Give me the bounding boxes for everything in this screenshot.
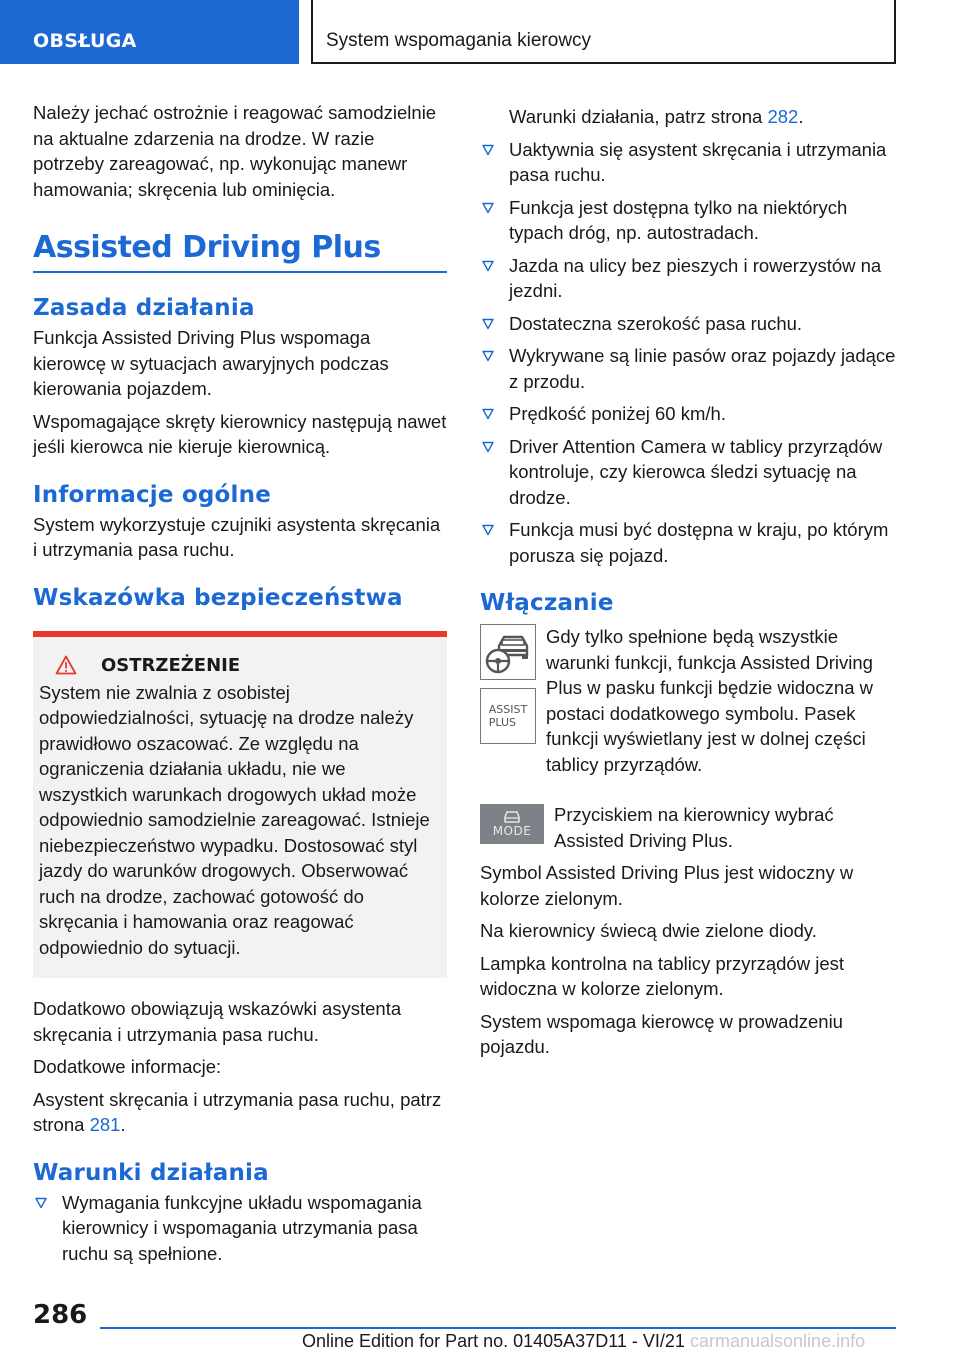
conditions-ref-paragraph: [480, 104, 896, 130]
triangle-bullet-icon: [482, 408, 494, 420]
header-chapter-title: System wspomagania kierowcy: [311, 0, 896, 64]
list-item-text: Wykrywane są linie pasów oraz pojazdy jadące z przodu.: [509, 345, 896, 392]
indicator-icons: [480, 624, 536, 784]
list-item: [480, 137, 896, 188]
activation-paragraph-1: Gdy tylko spełnione będą wszystkie warunki funkcji, funkcja Assisted Driving Plus w pasku funkcji będzie widoczna w postaci dodatkowego symbolu. Pasek funkcji wyświetlany jest w dolnej części tablicy przyrządów.: [546, 626, 873, 775]
mode-button-row: [480, 802, 896, 860]
principle-paragraph-1: Funkcja Assisted Driving Plus wspomaga kierowcę w sytuacjach awaryjnych podczas kierowania pojazdem.: [33, 327, 389, 399]
ref-period: .: [798, 106, 804, 127]
ref-text: Asystent skręcania i utrzymania pasa ruchu, patrz strona: [33, 1088, 442, 1135]
list-item-text: Dostateczna szerokość pasa ruchu.: [509, 312, 803, 334]
triangle-bullet-icon: [482, 144, 494, 156]
warning-title: OSTRZEŻENIE: [101, 654, 241, 676]
triangle-bullet-icon: [482, 318, 494, 330]
mode-button[interactable]: [480, 804, 544, 844]
assist-plus-icon: [480, 688, 536, 744]
footer-edition: Online Edition for Part no. 01405A37D11 - VI/21: [302, 1331, 685, 1351]
section-heading-activation: Włączanie: [480, 590, 614, 616]
list-item-text: Uaktywnia się asystent skręcania i utrzymania pasa ruchu.: [509, 138, 887, 185]
warning-triangle-icon: [55, 655, 77, 675]
section-heading-safety: Wskazówka bezpieczeństwa: [33, 584, 403, 611]
general-paragraph: System wykorzystuje czujniki asystenta skręcania i utrzymania pasa ruchu.: [33, 513, 441, 560]
conditions-list-left: [33, 1190, 447, 1267]
steering-wheel-car-icon: [482, 629, 534, 675]
page-number: 286: [33, 1300, 88, 1330]
triangle-bullet-icon: [482, 350, 494, 362]
page-link-281[interactable]: 281: [89, 1114, 121, 1135]
list-item: [480, 253, 896, 304]
additional-note-2: Dodatkowe informacje:: [33, 1056, 222, 1077]
left-column: [33, 100, 447, 1273]
footer-divider: [100, 1327, 896, 1329]
list-item: [480, 311, 896, 337]
conditions-list-right: [480, 137, 896, 569]
watermark: carmanualsonline.info: [690, 1331, 866, 1351]
activation-paragraph-4: Na kierownicy świecą dwie zielone diody.: [480, 920, 817, 941]
list-item-text: Wymagania funkcyjne układu wspomagania kierownicy i wspomagania utrzymania pasa ruchu są spełnione.: [62, 1191, 422, 1264]
principle-paragraph-2: Wspomagające skręty kierownicy następują nawet jeśli kierowca nie kieruje kierownicą.: [33, 410, 447, 457]
list-item-text: Driver Attention Camera w tablicy przyrządów kontroluje, czy kierowca śledzi sytuację na drodze.: [509, 435, 883, 508]
activation-icons-row: [480, 624, 896, 784]
triangle-bullet-icon: [482, 524, 494, 536]
section-heading-general: Informacje ogólne: [33, 481, 272, 508]
page-link-282[interactable]: 282: [767, 106, 799, 127]
triangle-bullet-icon: [35, 1197, 47, 1209]
car-icon: [503, 810, 521, 824]
activation-paragraph-2: Przyciskiem na kierownicy wybrać Assisted Driving Plus.: [554, 804, 834, 851]
plus-label: PLUS: [488, 716, 517, 729]
page-title: Assisted Driving Plus: [33, 230, 447, 273]
warning-box: [33, 631, 447, 979]
steering-assist-icon: [480, 624, 536, 680]
list-item-text: Jazda na ulicy bez pieszych i rowerzystów na jezdni.: [509, 254, 882, 301]
list-item-text: Funkcja musi być dostępna w kraju, po którym porusza się pojazd.: [509, 519, 889, 566]
warning-header: [39, 655, 439, 676]
assist-label: ASSIST: [488, 703, 528, 716]
intro-paragraph: Należy jechać ostrożnie i reagować samodzielnie na aktualne zdarzenia na drodze. W razie potrzeby zareagować, np. wykonując manewr hamowania; skręcenia lub ominięcia.: [33, 102, 437, 200]
list-item: [480, 343, 896, 394]
warning-text: System nie zwalnia z osobistej odpowiedzialności, sytuację na drodze należy prawidłowo oszacować. Ze względu na ograniczenia działania układu, nie we wszystkich warunkach drogowych układ może odpowiednio samodzielnie zareagować. Istnieje niebezpieczeństwo wypadku. Dostosować styl jazdy do warunków drogowych. Obserwować ruch na drodze, zachować gotowość do skręcania i hamowania oraz reagować odpowiednio do sytuacji.: [39, 681, 430, 958]
triangle-bullet-icon: [482, 202, 494, 214]
ref-period: .: [120, 1114, 126, 1135]
list-item: [480, 517, 896, 568]
header-section-tab: OBSŁUGA: [0, 0, 299, 64]
mode-label: MODE: [492, 824, 532, 838]
list-item-text: Prędkość poniżej 60 km/h.: [509, 403, 726, 424]
section-heading-principle: Zasada działania: [33, 295, 255, 321]
right-column: [480, 104, 896, 1067]
section-heading-conditions: Warunki działania: [33, 1159, 269, 1186]
additional-note-3: [33, 1087, 447, 1138]
activation-paragraph-3: Symbol Assisted Driving Plus jest widoczny w kolorze zielonym.: [480, 862, 854, 909]
ref-text: Warunki działania, patrz strona: [509, 106, 768, 127]
list-item: [480, 434, 896, 511]
activation-paragraph-6: System wspomaga kierowcę w prowadzeniu pojazdu.: [480, 1010, 843, 1057]
list-item: [33, 1190, 447, 1267]
list-item: [480, 401, 896, 427]
list-item: [480, 195, 896, 246]
triangle-bullet-icon: [482, 260, 494, 272]
triangle-bullet-icon: [482, 441, 494, 453]
additional-note-1: Dodatkowo obowiązują wskazówki asystenta skręcania i utrzymania pasa ruchu.: [33, 998, 402, 1045]
list-item-text: Funkcja jest dostępna tylko na niektórych typach dróg, np. autostradach.: [509, 196, 848, 243]
activation-paragraph-5: Lampka kontrolna na tablicy przyrządów jest widoczna w kolorze zielonym.: [480, 952, 845, 999]
